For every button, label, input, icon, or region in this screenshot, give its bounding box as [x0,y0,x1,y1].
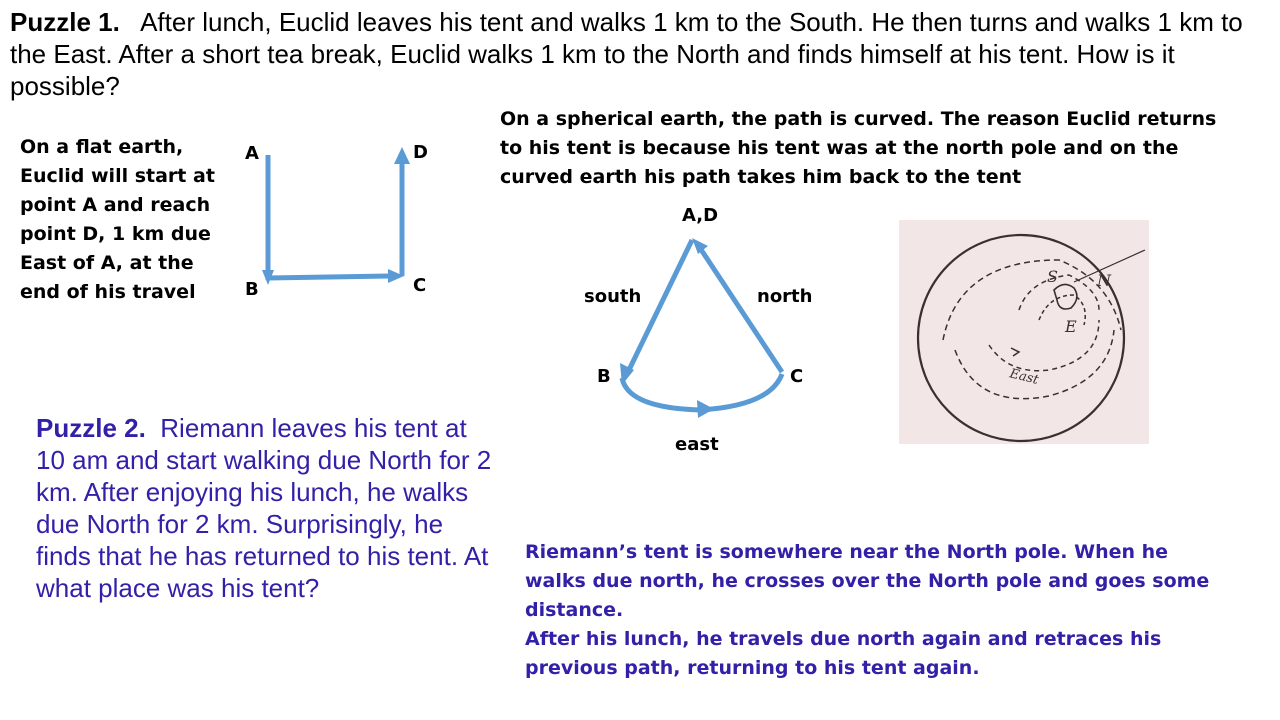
sketch-label-e: E [1065,317,1077,336]
path-b-to-c [268,276,392,278]
path-c-to-pole [700,248,782,372]
label-north: north [757,286,813,307]
arrowhead-north-icon [692,238,708,254]
flat-earth-path [262,147,410,285]
answer-paragraph-1: Riemann’s tent is somewhere near the North pole. When he walks due north, he crosses over the North pole and goes some distance. [525,541,1210,621]
answer-paragraph-2: After his lunch, he travels due north again and retraces his previous path, returning to his tent again. [525,628,1162,679]
label-south: south [584,286,642,307]
puzzle1-heading: Puzzle 1. [10,7,120,37]
sketch-background [899,220,1149,444]
puzzle2-heading: Puzzle 2. [36,413,146,443]
puzzle2-statement [36,412,496,604]
puzzle1-text: After lunch, Euclid leaves his tent and walks 1 km to the South. He then turns and walks 1 km to the East. After a short tea break, Euclid walks 1 km to the North and finds himself at his tent. How is it possible? [10,7,1243,101]
label-point-a: A [245,143,259,164]
puzzle2-text: Riemann leaves his tent at 10 am and start walking due North for 2 km. After enjoying his lunch, he walks due North for 2 km. Surprisingly, he finds that he has returned to his tent. At what place was his tent? [36,413,492,603]
puzzle2-answer [525,538,1225,683]
label-east: east [675,434,719,455]
label-point-b-sphere: B [597,366,611,387]
globe-sketch-image [899,220,1149,444]
label-point-c-sphere: C [790,366,804,387]
label-point-c: C [413,275,427,296]
spherical-earth-explanation: On a spherical earth, the path is curved. The reason Euclid returns to his tent is because his tent was at the north pole and on the curved earth his path takes him back to the tent [500,108,1217,188]
label-point-b: B [245,279,259,300]
flat-earth-explanation: On a flat earth, Euclid will start at point A and reach point D, 1 km due East of A, at the end of his travel [20,136,215,303]
sketch-label-east: East [1008,366,1040,388]
spherical-path [620,238,782,418]
arrowhead-east-icon [697,400,714,418]
arrowhead-north-icon [394,147,410,164]
sketch-label-n: N [1097,271,1111,290]
sketch-label-s: S [1047,267,1058,286]
label-point-d: D [413,142,428,163]
label-pole-ad: A,D [682,205,719,226]
